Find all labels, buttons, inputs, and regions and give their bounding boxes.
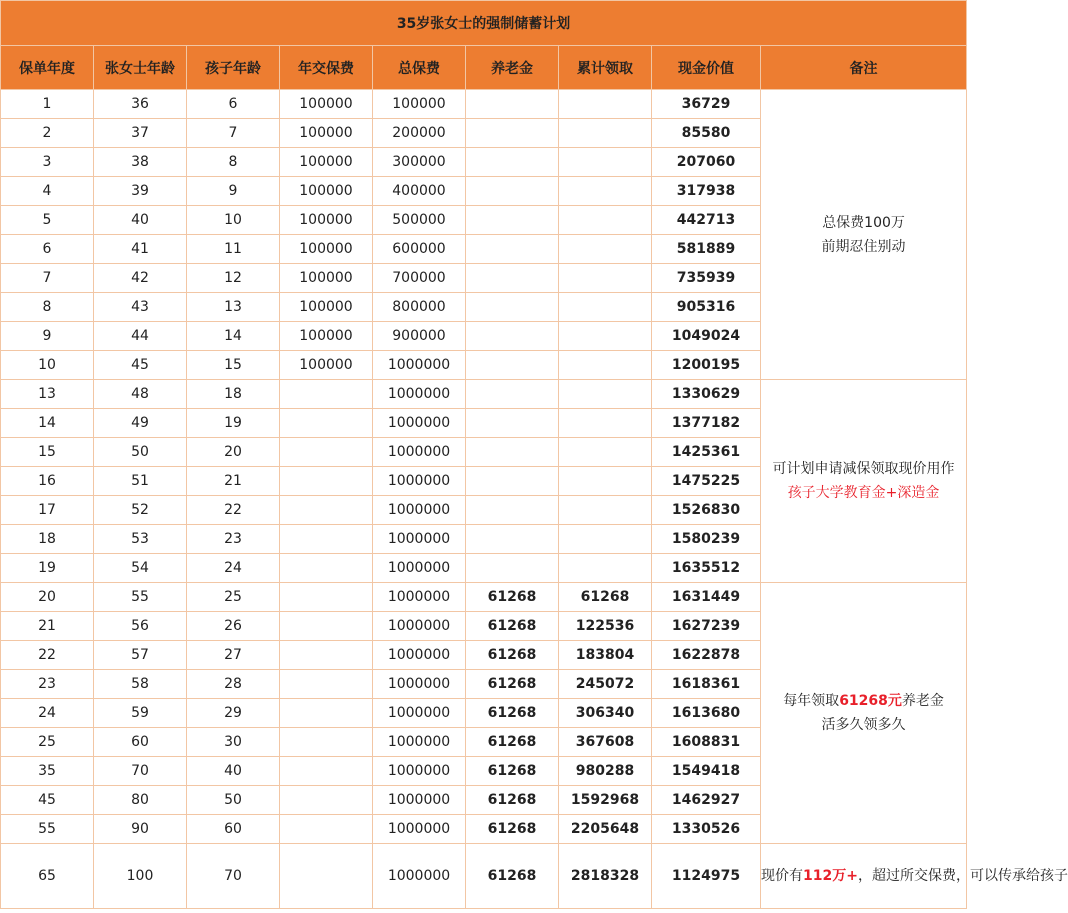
cell-pension: 61268 — [466, 844, 559, 909]
cell-policy-year: 8 — [1, 293, 94, 322]
cell-total-premium: 300000 — [373, 148, 466, 177]
header-policy-year: 保单年度 — [1, 46, 94, 90]
cell-cumulative — [559, 409, 652, 438]
header-child-age: 孩子年龄 — [187, 46, 280, 90]
cell-pension — [466, 380, 559, 409]
cell-pension — [466, 554, 559, 583]
cell-cumulative — [559, 322, 652, 351]
cell-total-premium: 100000 — [373, 90, 466, 119]
remark-line — [761, 689, 966, 713]
cell-policy-year: 17 — [1, 496, 94, 525]
cell-policy-year: 45 — [1, 786, 94, 815]
cell-total-premium: 400000 — [373, 177, 466, 206]
cell-annual-premium: 100000 — [280, 90, 373, 119]
cell-cumulative — [559, 235, 652, 264]
header-cumulative: 累计领取 — [559, 46, 652, 90]
cell-holder-age: 54 — [94, 554, 187, 583]
remark-text: 现价有 — [761, 868, 803, 884]
cell-total-premium: 1000000 — [373, 467, 466, 496]
table-row — [1, 380, 967, 409]
cell-holder-age: 48 — [94, 380, 187, 409]
table-row — [1, 844, 967, 909]
remark-amount: 61268元 — [839, 693, 902, 709]
cell-cumulative — [559, 206, 652, 235]
header-remarks: 备注 — [761, 46, 967, 90]
cell-pension: 61268 — [466, 786, 559, 815]
cell-annual-premium — [280, 844, 373, 909]
cell-cumulative: 2205648 — [559, 815, 652, 844]
cell-total-premium: 1000000 — [373, 786, 466, 815]
cell-holder-age: 58 — [94, 670, 187, 699]
cell-annual-premium: 100000 — [280, 351, 373, 380]
cell-annual-premium — [280, 496, 373, 525]
cell-holder-age: 57 — [94, 641, 187, 670]
cell-pension — [466, 351, 559, 380]
cell-holder-age: 43 — [94, 293, 187, 322]
cell-total-premium: 1000000 — [373, 757, 466, 786]
cell-cash-value: 905316 — [652, 293, 761, 322]
cell-pension — [466, 293, 559, 322]
cell-policy-year: 18 — [1, 525, 94, 554]
cell-annual-premium — [280, 641, 373, 670]
cell-policy-year: 25 — [1, 728, 94, 757]
cell-holder-age: 90 — [94, 815, 187, 844]
cell-annual-premium — [280, 612, 373, 641]
cell-holder-age: 80 — [94, 786, 187, 815]
cell-total-premium: 1000000 — [373, 409, 466, 438]
cell-total-premium: 600000 — [373, 235, 466, 264]
cell-total-premium: 1000000 — [373, 728, 466, 757]
header-row — [1, 46, 967, 90]
cell-policy-year: 65 — [1, 844, 94, 909]
cell-cumulative — [559, 148, 652, 177]
header-annual-premium: 年交保费 — [280, 46, 373, 90]
cell-child-age: 27 — [187, 641, 280, 670]
cell-pension — [466, 467, 559, 496]
cell-pension — [466, 322, 559, 351]
header-holder-age: 张女士年龄 — [94, 46, 187, 90]
cell-policy-year: 21 — [1, 612, 94, 641]
cell-cash-value: 1618361 — [652, 670, 761, 699]
cell-pension: 61268 — [466, 728, 559, 757]
cell-cash-value: 1526830 — [652, 496, 761, 525]
cell-pension — [466, 525, 559, 554]
remark-line: 可计划申请减保领取现价用作 — [772, 461, 955, 477]
cell-policy-year: 15 — [1, 438, 94, 467]
cell-annual-premium — [280, 467, 373, 496]
cell-cumulative — [559, 264, 652, 293]
cell-cumulative — [559, 438, 652, 467]
cell-total-premium: 1000000 — [373, 496, 466, 525]
cell-pension: 61268 — [466, 757, 559, 786]
cell-total-premium: 1000000 — [373, 844, 466, 909]
cell-total-premium: 500000 — [373, 206, 466, 235]
remark-text: 每年领取 — [783, 693, 840, 709]
cell-cash-value: 1462927 — [652, 786, 761, 815]
cell-annual-premium: 100000 — [280, 177, 373, 206]
cell-child-age: 8 — [187, 148, 280, 177]
cell-pension — [466, 177, 559, 206]
cell-child-age: 50 — [187, 786, 280, 815]
cell-cash-value: 1622878 — [652, 641, 761, 670]
remark-amount: 112万+ — [803, 868, 858, 884]
cell-policy-year: 5 — [1, 206, 94, 235]
cell-cumulative — [559, 351, 652, 380]
cell-total-premium: 1000000 — [373, 670, 466, 699]
cell-cash-value: 317938 — [652, 177, 761, 206]
cell-cumulative — [559, 525, 652, 554]
cell-cumulative: 367608 — [559, 728, 652, 757]
cell-child-age: 9 — [187, 177, 280, 206]
cell-cash-value: 85580 — [652, 119, 761, 148]
cell-total-premium: 1000000 — [373, 641, 466, 670]
cell-cash-value: 1635512 — [652, 554, 761, 583]
cell-total-premium: 1000000 — [373, 380, 466, 409]
cell-policy-year: 24 — [1, 699, 94, 728]
cell-child-age: 60 — [187, 815, 280, 844]
cell-policy-year: 6 — [1, 235, 94, 264]
cell-cumulative — [559, 380, 652, 409]
cell-child-age: 28 — [187, 670, 280, 699]
cell-cash-value: 207060 — [652, 148, 761, 177]
cell-child-age: 18 — [187, 380, 280, 409]
cell-annual-premium — [280, 699, 373, 728]
cell-policy-year: 22 — [1, 641, 94, 670]
remark-n4 — [761, 844, 1068, 909]
cell-pension — [466, 206, 559, 235]
cell-total-premium: 800000 — [373, 293, 466, 322]
cell-cumulative: 122536 — [559, 612, 652, 641]
cell-child-age: 6 — [187, 90, 280, 119]
remark-line: 总保费100万 — [822, 214, 905, 231]
cell-holder-age: 55 — [94, 583, 187, 612]
cell-cumulative — [559, 119, 652, 148]
cell-policy-year: 2 — [1, 119, 94, 148]
cell-pension — [466, 235, 559, 264]
remark-line: 活多久领多久 — [821, 717, 906, 733]
table-row — [1, 583, 967, 612]
cell-cumulative — [559, 554, 652, 583]
cell-cumulative: 1592968 — [559, 786, 652, 815]
cell-pension — [466, 119, 559, 148]
cell-child-age: 10 — [187, 206, 280, 235]
cell-policy-year: 14 — [1, 409, 94, 438]
header-cash-value: 现金价值 — [652, 46, 761, 90]
cell-child-age: 26 — [187, 612, 280, 641]
cell-total-premium: 1000000 — [373, 525, 466, 554]
table-row — [1, 90, 967, 119]
table-title: 35岁张女士的强制储蓄计划 — [1, 1, 967, 46]
cell-annual-premium — [280, 554, 373, 583]
cell-pension — [466, 409, 559, 438]
cell-holder-age: 70 — [94, 757, 187, 786]
cell-child-age: 15 — [187, 351, 280, 380]
cell-cumulative — [559, 90, 652, 119]
cell-cash-value: 1608831 — [652, 728, 761, 757]
cell-child-age: 12 — [187, 264, 280, 293]
header-pension: 养老金 — [466, 46, 559, 90]
cell-pension: 61268 — [466, 583, 559, 612]
cell-cumulative — [559, 496, 652, 525]
cell-child-age: 11 — [187, 235, 280, 264]
cell-holder-age: 49 — [94, 409, 187, 438]
cell-cash-value: 442713 — [652, 206, 761, 235]
cell-total-premium: 1000000 — [373, 438, 466, 467]
cell-cumulative: 61268 — [559, 583, 652, 612]
cell-policy-year: 4 — [1, 177, 94, 206]
cell-annual-premium — [280, 525, 373, 554]
cell-child-age: 29 — [187, 699, 280, 728]
cell-pension: 61268 — [466, 815, 559, 844]
cell-holder-age: 36 — [94, 90, 187, 119]
cell-total-premium: 1000000 — [373, 554, 466, 583]
cell-holder-age: 45 — [94, 351, 187, 380]
cell-annual-premium — [280, 815, 373, 844]
cell-policy-year: 55 — [1, 815, 94, 844]
cell-cash-value: 735939 — [652, 264, 761, 293]
cell-annual-premium: 100000 — [280, 264, 373, 293]
cell-cash-value: 1613680 — [652, 699, 761, 728]
cell-total-premium: 1000000 — [373, 351, 466, 380]
cell-holder-age: 44 — [94, 322, 187, 351]
cell-policy-year: 20 — [1, 583, 94, 612]
cell-cumulative: 306340 — [559, 699, 652, 728]
cell-cash-value: 1475225 — [652, 467, 761, 496]
cell-cash-value: 1124975 — [652, 844, 761, 909]
cell-annual-premium — [280, 380, 373, 409]
cell-policy-year: 9 — [1, 322, 94, 351]
cell-annual-premium — [280, 438, 373, 467]
cell-total-premium: 900000 — [373, 322, 466, 351]
cell-holder-age: 53 — [94, 525, 187, 554]
cell-cash-value: 1425361 — [652, 438, 761, 467]
cell-pension: 61268 — [466, 699, 559, 728]
cell-child-age: 20 — [187, 438, 280, 467]
cell-child-age: 21 — [187, 467, 280, 496]
cell-pension: 61268 — [466, 670, 559, 699]
cell-annual-premium — [280, 728, 373, 757]
cell-policy-year: 10 — [1, 351, 94, 380]
cell-policy-year: 7 — [1, 264, 94, 293]
cell-pension: 61268 — [466, 641, 559, 670]
cell-annual-premium — [280, 670, 373, 699]
cell-pension — [466, 90, 559, 119]
cell-holder-age: 38 — [94, 148, 187, 177]
cell-holder-age: 56 — [94, 612, 187, 641]
cell-holder-age: 60 — [94, 728, 187, 757]
cell-child-age: 13 — [187, 293, 280, 322]
cell-holder-age: 42 — [94, 264, 187, 293]
remark-n1 — [761, 90, 967, 380]
remark-text: ，超过所交保费，可以传承给孩子 — [857, 868, 1068, 884]
cell-policy-year: 19 — [1, 554, 94, 583]
cell-annual-premium — [280, 583, 373, 612]
cell-cash-value: 1377182 — [652, 409, 761, 438]
cell-holder-age: 40 — [94, 206, 187, 235]
cell-cash-value: 1330526 — [652, 815, 761, 844]
cell-holder-age: 37 — [94, 119, 187, 148]
cell-annual-premium: 100000 — [280, 293, 373, 322]
cell-cumulative: 2818328 — [559, 844, 652, 909]
cell-annual-premium — [280, 757, 373, 786]
cell-pension: 61268 — [466, 612, 559, 641]
remark-n3 — [761, 583, 967, 844]
cell-pension — [466, 148, 559, 177]
cell-cumulative — [559, 293, 652, 322]
cell-holder-age: 59 — [94, 699, 187, 728]
cell-cumulative: 245072 — [559, 670, 652, 699]
cell-child-age: 19 — [187, 409, 280, 438]
remark-line: 前期忍住别动 — [821, 238, 906, 255]
header-total-premium: 总保费 — [373, 46, 466, 90]
cell-cumulative: 183804 — [559, 641, 652, 670]
cell-total-premium: 1000000 — [373, 699, 466, 728]
cell-holder-age: 39 — [94, 177, 187, 206]
cell-total-premium: 700000 — [373, 264, 466, 293]
cell-cash-value: 1627239 — [652, 612, 761, 641]
cell-pension — [466, 438, 559, 467]
cell-child-age: 40 — [187, 757, 280, 786]
remark-highlight: 孩子大学教育金+深造金 — [787, 485, 940, 501]
cell-annual-premium: 100000 — [280, 322, 373, 351]
cell-annual-premium: 100000 — [280, 235, 373, 264]
remark-text: 养老金 — [901, 693, 944, 709]
cell-cash-value: 1049024 — [652, 322, 761, 351]
cell-cumulative — [559, 467, 652, 496]
cell-total-premium: 1000000 — [373, 612, 466, 641]
cell-pension — [466, 264, 559, 293]
cell-cash-value: 1631449 — [652, 583, 761, 612]
cell-policy-year: 23 — [1, 670, 94, 699]
cell-child-age: 25 — [187, 583, 280, 612]
cell-child-age: 7 — [187, 119, 280, 148]
remark-line — [761, 864, 1068, 888]
remark-n2 — [761, 380, 967, 583]
cell-policy-year: 35 — [1, 757, 94, 786]
cell-holder-age: 41 — [94, 235, 187, 264]
cell-annual-premium — [280, 786, 373, 815]
cell-child-age: 23 — [187, 525, 280, 554]
cell-policy-year: 1 — [1, 90, 94, 119]
cell-child-age: 24 — [187, 554, 280, 583]
cell-pension — [466, 496, 559, 525]
cell-holder-age: 50 — [94, 438, 187, 467]
cell-policy-year: 16 — [1, 467, 94, 496]
cell-annual-premium: 100000 — [280, 119, 373, 148]
cell-annual-premium — [280, 409, 373, 438]
cell-annual-premium: 100000 — [280, 148, 373, 177]
cell-holder-age: 52 — [94, 496, 187, 525]
cell-total-premium: 1000000 — [373, 583, 466, 612]
cell-child-age: 70 — [187, 844, 280, 909]
cell-total-premium: 1000000 — [373, 815, 466, 844]
cell-cumulative: 980288 — [559, 757, 652, 786]
cell-cash-value: 1330629 — [652, 380, 761, 409]
cell-cash-value: 1580239 — [652, 525, 761, 554]
cell-cash-value: 1549418 — [652, 757, 761, 786]
cell-holder-age: 100 — [94, 844, 187, 909]
cell-cash-value: 36729 — [652, 90, 761, 119]
cell-cumulative — [559, 177, 652, 206]
cell-cash-value: 581889 — [652, 235, 761, 264]
cell-policy-year: 3 — [1, 148, 94, 177]
cell-child-age: 14 — [187, 322, 280, 351]
cell-holder-age: 51 — [94, 467, 187, 496]
cell-child-age: 30 — [187, 728, 280, 757]
cell-total-premium: 200000 — [373, 119, 466, 148]
cell-child-age: 22 — [187, 496, 280, 525]
cell-policy-year: 13 — [1, 380, 94, 409]
cell-cash-value: 1200195 — [652, 351, 761, 380]
cell-annual-premium: 100000 — [280, 206, 373, 235]
